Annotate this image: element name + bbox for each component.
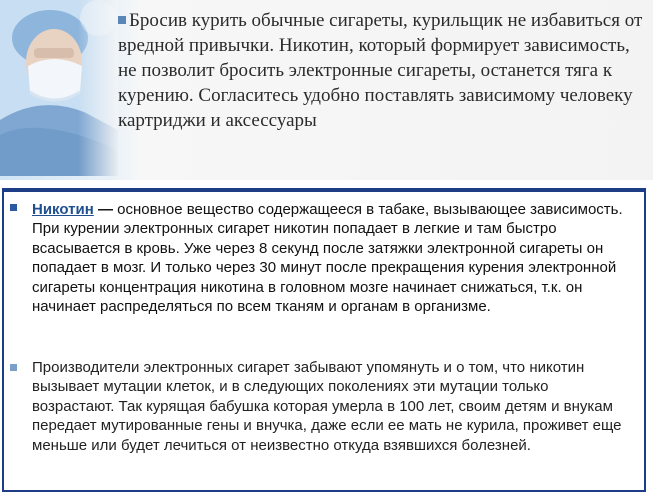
term-nicotine: Никотин: [32, 201, 94, 218]
top-paragraph: [118, 8, 643, 133]
mutations-paragraph: [32, 358, 632, 455]
mutations-text: Производители электронных сигарет забывают упомянуть и о том, что никотин вызывает мутации клеток, и в следующих поколениях эти мутации только возрастают. Так курящая бабушка которая умерла в 100 лет, своим детям и внукам передает мутированные гены и внучка, даже если ее мать не курила, проживет еще меньше или будет лечиться от неизвестно откуда взявшихся болезней.: [32, 359, 622, 454]
info-box: [2, 188, 646, 492]
bullet-icon: [10, 204, 17, 211]
photo-fade: [78, 0, 118, 176]
nicotine-text: основное вещество содержащееся в табаке, вызывающее зависимость. При курении электронных сигарет никотин попадает в легкие и там быстро всасывается в кровь. Уже через 8 секунд после затяжки электронной сигареты он попадает в мозг. И только через 30 минут после прекращения курения электронной сигареты концентрация никотина в головном мозге начинает снижаться, т.к. он начинает распределяться по всем тканям и органам в организме.: [32, 201, 623, 316]
top-paragraph-text: Бросив курить обычные сигареты, курильщик не избавиться от вредной привычки. Никотин, который формирует зависимость, не позволит бросить электронные сигареты, останется тяга к курению. Согласитесь удобно поставлять зависимому человеку картриджи и аксессуары: [118, 10, 643, 131]
surgeon-photo: [0, 0, 118, 176]
top-bullet-icon: [118, 16, 126, 24]
nicotine-paragraph: [32, 200, 632, 316]
bullet-icon: [10, 364, 17, 371]
box-top-band: [4, 190, 644, 192]
em-dash: —: [93, 201, 118, 218]
